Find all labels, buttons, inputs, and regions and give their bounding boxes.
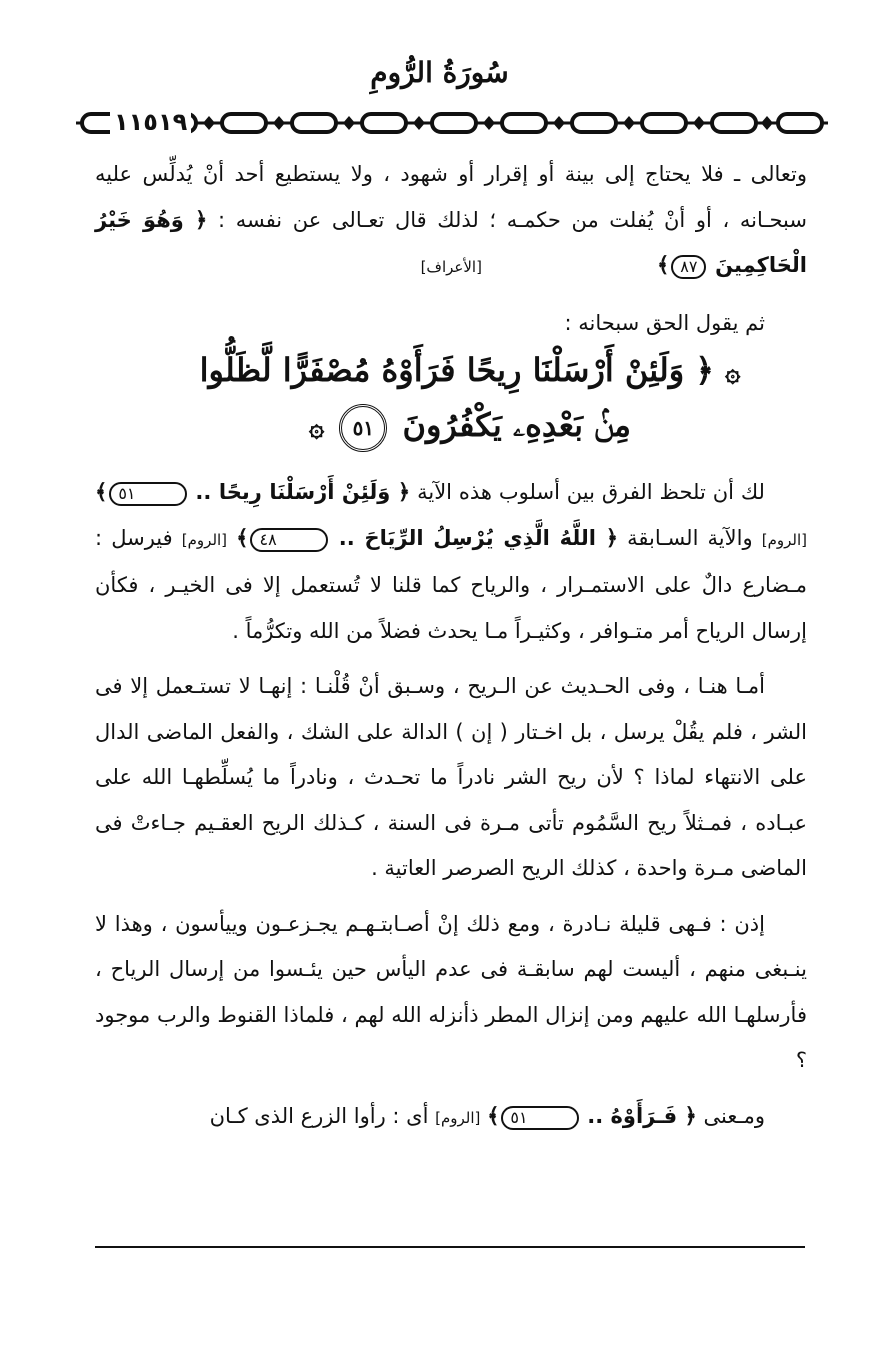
verse-number-badge: ٥١ bbox=[501, 1106, 578, 1130]
surah-reference: [الروم] bbox=[435, 1108, 481, 1127]
surah-reference: [الروم] bbox=[761, 530, 807, 549]
verse-line-1 bbox=[150, 344, 790, 399]
surah-title: سُورَةُ الرُّومِ bbox=[370, 56, 509, 89]
page-number: ١١٥١٩ bbox=[110, 108, 191, 136]
verse-number-badge: ٨٧ bbox=[671, 255, 706, 279]
paragraph-text: لك أن تلحظ الفرق بين أسلوب هذه الآية bbox=[417, 480, 765, 504]
paragraph-2: ثم يقول الحق سبحانه : bbox=[564, 310, 765, 335]
surah-reference: [الروم] bbox=[181, 530, 228, 549]
paragraph-text: وتعالى ـ فلا يحتاج إلى بينة أو إقرار أو شهود ، ولا يستطيع أحد أنْ يُدلِّس عليه سبحـانه ، أو أنْ يُفلت من حكمـه ؛ لذلك قال تعـالى عن نفسه : bbox=[95, 162, 807, 232]
paragraph-6 bbox=[95, 1094, 807, 1142]
paragraph-text: أى : رأوا الزرع الذى كـان bbox=[209, 1103, 429, 1128]
quran-verse-block bbox=[150, 344, 790, 454]
quran-quote: ﴿ وَلَئِنْ أَرْسَلْنَا رِيحًا .. bbox=[195, 480, 411, 504]
paragraph-text: فيرسل : مـضارع دالٌ على الاستمـرار ، والرياح كما قلنا لا تُستعمل إلا فى الخيـر ، فكأن إرسال الرياح أمر متـوافر ، وكثيـراً مـا يحدث فضلاً من الله وتكرُّماً . bbox=[95, 525, 807, 643]
verse-text: مِنۢ بَعْدِهِۦ يَكْفُرُونَ bbox=[402, 406, 632, 444]
verse-text: ﴿ وَلَئِنْ أَرْسَلْنَا رِيحًا فَرَأَوْهُ مُصْفَرًّا لَّظَلُّوا bbox=[199, 351, 715, 389]
verse-end-marker: ٥١ bbox=[339, 404, 387, 452]
surah-reference: [الأعراف] bbox=[420, 258, 482, 276]
verse-line-2 bbox=[150, 399, 790, 454]
paragraph-1 bbox=[95, 152, 807, 291]
quran-quote: ﴿ فَـرَأَوْهُ .. bbox=[587, 1103, 697, 1128]
footer-rule bbox=[95, 1246, 805, 1248]
quran-bracket: ﴾ bbox=[236, 525, 249, 550]
quran-bracket: ﴾ bbox=[656, 253, 670, 277]
verse-number-badge: ٥١ bbox=[109, 482, 186, 506]
verse-start-ornament: ۞ bbox=[725, 358, 741, 388]
quran-bracket: ﴾ bbox=[95, 480, 108, 504]
verse-end-ornament: ۞ bbox=[308, 413, 325, 443]
quran-quote: ﴿ اللَّهُ الَّذِي يُرْسِلُ الرِّيَاحَ .. bbox=[338, 525, 619, 550]
quran-quote: ﴿ وَهُوَ خَيْرُ الْحَاكِمِينَ bbox=[95, 207, 807, 277]
paragraph-text: والآية السـابقة bbox=[627, 525, 753, 550]
paragraph-3 bbox=[95, 470, 807, 654]
paragraph-text: ومـعنى bbox=[703, 1103, 765, 1128]
paragraph-4: أمـا هنـا ، وفى الحـديث عن الـريح ، وسـبق أنْ قُلْنـا : إنهـا لا تستـعمل إلا فى الشر ، فلم يقُلْ يرسل ، بل اخـتار ( إن ) الدالة على الشك ، والفعل الماضى الدال على الانتهاء لماذا ؟ لأن ريح الشر نادراً ما تحـدث ، ونادراً ما يُسلِّطهـا الله على عبـاده ، فمـثلاً ريح السَّمُوم تأتى مـرة فى السنة ، كـذلك الريح العقـيم جـاءتْ فى الماضى مـرة واحدة ، كذلك الريح الصرصر العاتية . bbox=[95, 674, 807, 880]
paragraph-5: إذن : فـهى قليلة نـادرة ، ومع ذلك إنْ أصـابتـهـم يجـزعـون وييأسون ، وهذا لا ينـبغى منهم ، أليست لهم سابقـة فى عدم اليأس حين يئـسوا من إرسال الرياح ، فأرسلهـا الله عليهم ومن إنزال المطر ذأنزله الله لهم ، فلماذا القنوط والرب موجود ؟ bbox=[95, 911, 807, 1072]
main-text bbox=[95, 152, 807, 1141]
verse-number-badge: ٤٨ bbox=[250, 528, 327, 552]
quran-bracket: ﴾ bbox=[487, 1103, 500, 1128]
